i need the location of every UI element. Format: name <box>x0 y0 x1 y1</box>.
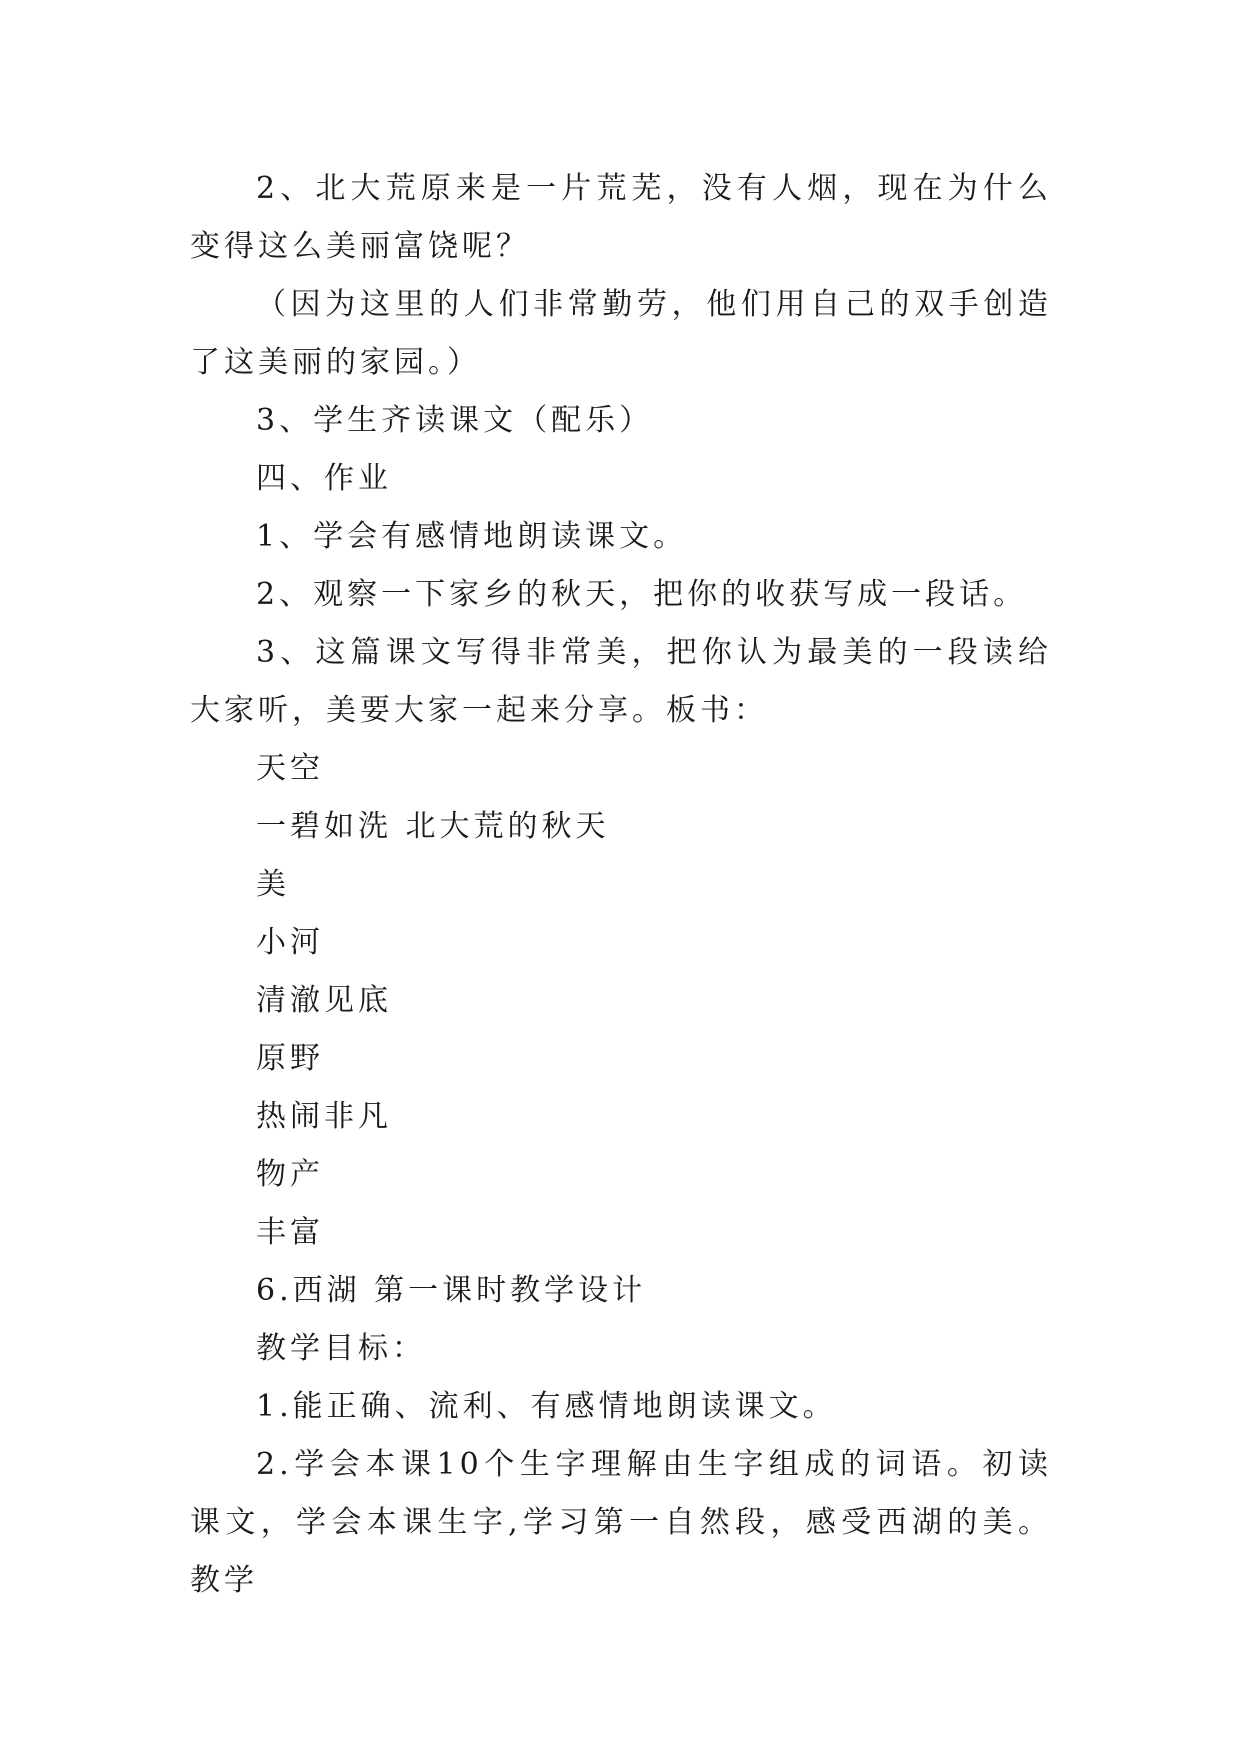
paragraph: （因为这里的人们非常勤劳，他们用自己的双手创造了这美丽的家园。） <box>190 287 1052 380</box>
board-line: 丰富 <box>256 1215 324 1250</box>
paragraph: 1、学会有感情地朗读课文。 <box>256 519 688 554</box>
board-line: 天空 <box>256 751 324 786</box>
paragraph: 3、这篇课文写得非常美，把你认为最美的一段读给大家听，美要大家一起来分享。板书： <box>190 635 1052 728</box>
paragraph: 1.能正确、流利、有感情地朗读课文。 <box>256 1389 837 1424</box>
board-line: 美 <box>256 867 290 902</box>
lesson-title: 6.西湖 第一课时教学设计 <box>256 1273 647 1308</box>
board-line: 清澈见底 <box>256 983 392 1018</box>
paragraph: 2、观察一下家乡的秋天，把你的收获写成一段话。 <box>256 577 1028 612</box>
board-line: 原野 <box>256 1041 324 1076</box>
board-line: 物产 <box>256 1157 324 1192</box>
section-heading: 教学目标： <box>256 1331 426 1366</box>
paragraph: 2.学会本课10个生字理解由生字组成的词语。初读课文，学会本课生字,学习第一自然段，感受西湖的美。教学 <box>190 1447 1052 1598</box>
board-line: 热闹非凡 <box>256 1099 392 1134</box>
document-body <box>190 160 1052 1610</box>
section-heading: 四、作业 <box>256 461 392 496</box>
board-line: 小河 <box>256 925 324 960</box>
board-line: 一碧如洗 北大荒的秋天 <box>256 809 610 844</box>
paragraph: 2、北大荒原来是一片荒芜，没有人烟，现在为什么变得这么美丽富饶呢？ <box>190 171 1052 264</box>
paragraph: 3、学生齐读课文（配乐） <box>256 403 654 438</box>
